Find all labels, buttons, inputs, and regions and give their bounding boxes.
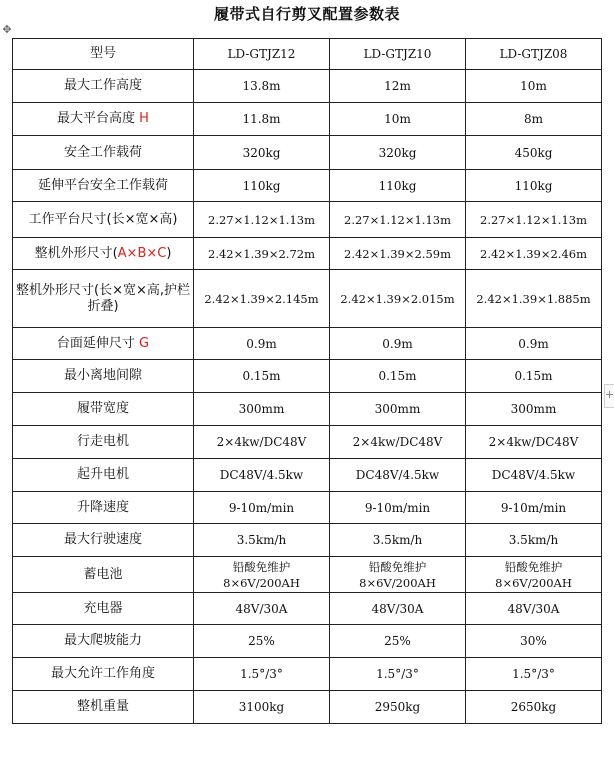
table-row: [13, 103, 602, 136]
table-row: [13, 625, 602, 658]
parameter-label: 最大平台高度: [57, 111, 140, 126]
parameter-label-tail: ): [166, 245, 172, 261]
parameter-label: 最大爬坡能力: [63, 633, 142, 648]
parameter-label-cell: [13, 492, 194, 524]
dimension-code-mark: A×B×C: [117, 245, 167, 261]
plus-icon[interactable]: +: [604, 384, 614, 408]
parameter-value-cell: 0.15m: [466, 360, 602, 393]
parameter-label: 最大行驶速度: [63, 532, 142, 547]
model-header-cell: LD-GTJZ08: [466, 39, 602, 70]
parameter-value-cell: 0.15m: [194, 360, 330, 393]
parameter-value-cell: 8m: [466, 103, 602, 136]
parameter-value-cell: 铅酸免维护 8×6V/200AH: [330, 557, 466, 593]
dimension-code-mark: G: [139, 335, 150, 351]
parameter-value-cell: 0.9m: [194, 328, 330, 360]
parameter-value-cell: 1.5°/3°: [330, 658, 466, 691]
dimension-code-mark: H: [139, 111, 149, 126]
table-row: [13, 691, 602, 724]
parameter-label: 履带宽度: [76, 401, 129, 416]
parameter-value-cell: 12m: [330, 70, 466, 103]
parameter-value-cell: 2×4kw/DC48V: [330, 426, 466, 459]
parameter-value-cell: 2.42×1.39×2.72m: [194, 238, 330, 270]
parameter-label-cell: [13, 524, 194, 557]
parameter-value-cell: 铅酸免维护 8×6V/200AH: [194, 557, 330, 593]
parameter-label-cell: [13, 393, 194, 426]
parameter-value-cell: 48V/30A: [330, 593, 466, 625]
parameter-label: 蓄电池: [83, 566, 123, 582]
model-header-cell: LD-GTJZ12: [194, 39, 330, 70]
parameter-value-cell: DC48V/4.5kw: [330, 459, 466, 492]
parameter-table: [12, 38, 602, 724]
parameter-label: 最小离地间隙: [63, 368, 142, 383]
parameter-value-cell: 9-10m/min: [330, 492, 466, 524]
parameter-value-cell: 3.5km/h: [466, 524, 602, 557]
table-row: [13, 202, 602, 238]
parameter-value-cell: 25%: [330, 625, 466, 658]
parameter-label-cell: [13, 136, 194, 170]
parameter-label-cell: [13, 360, 194, 393]
parameter-value-cell: 320kg: [330, 136, 466, 170]
parameter-value-cell: 2×4kw/DC48V: [194, 426, 330, 459]
parameter-value-cell: 25%: [194, 625, 330, 658]
table-row: [13, 328, 602, 360]
parameter-value-cell: 300mm: [194, 393, 330, 426]
parameter-value-cell: 2650kg: [466, 691, 602, 724]
parameter-value-cell: 2.27×1.12×1.13m: [194, 202, 330, 238]
parameter-value-cell: 30%: [466, 625, 602, 658]
parameter-value-cell: 2.42×1.39×2.145m: [194, 270, 330, 328]
parameter-value-cell: 0.15m: [330, 360, 466, 393]
parameter-label-cell: [13, 593, 194, 625]
parameter-label: 整机外形尺寸(: [34, 245, 118, 261]
parameter-label-cell: [13, 103, 194, 136]
parameter-label: 充电器: [83, 600, 123, 616]
table-row: [13, 658, 602, 691]
table-row: [13, 426, 602, 459]
parameter-value-cell: 3.5km/h: [330, 524, 466, 557]
parameter-label-cell: [13, 625, 194, 658]
table-row: [13, 70, 602, 103]
model-header-cell: LD-GTJZ10: [330, 39, 466, 70]
parameter-label: 延伸平台安全工作载荷: [37, 177, 168, 193]
table-row: [13, 360, 602, 393]
parameter-label-cell: [13, 238, 194, 270]
parameter-value-cell: 2×4kw/DC48V: [466, 426, 602, 459]
parameter-label: 工作平台尺寸(长×宽×高): [28, 211, 178, 227]
parameter-value-cell: 450kg: [466, 136, 602, 170]
parameter-label-cell: [13, 459, 194, 492]
parameter-label-cell: [13, 70, 194, 103]
move-cross-icon[interactable]: ✥: [2, 23, 12, 36]
parameter-value-cell: 2.42×1.39×2.59m: [330, 238, 466, 270]
parameter-value-cell: 铅酸免维护 8×6V/200AH: [466, 557, 602, 593]
parameter-label: 安全工作载荷: [63, 144, 142, 160]
parameter-label-cell: [13, 691, 194, 724]
parameter-label-cell: [13, 328, 194, 360]
parameter-label: 升降速度: [76, 499, 129, 515]
parameter-value-cell: 110kg: [194, 170, 330, 202]
parameter-value-cell: 2.27×1.12×1.13m: [466, 202, 602, 238]
parameter-label-cell: [13, 426, 194, 459]
parameter-value-cell: 9-10m/min: [194, 492, 330, 524]
parameter-value-cell: 1.5°/3°: [466, 658, 602, 691]
parameter-value-cell: 48V/30A: [194, 593, 330, 625]
parameter-value-cell: 9-10m/min: [466, 492, 602, 524]
parameter-value-cell: 2.42×1.39×1.885m: [466, 270, 602, 328]
parameter-value-cell: 0.9m: [330, 328, 466, 360]
table-row: [13, 393, 602, 426]
parameter-value-cell: 11.8m: [194, 103, 330, 136]
parameter-value-cell: 320kg: [194, 136, 330, 170]
table-header-row: [13, 39, 602, 70]
table-row: [13, 270, 602, 328]
parameter-value-cell: 300mm: [330, 393, 466, 426]
parameter-value-cell: DC48V/4.5kw: [194, 459, 330, 492]
parameter-value-cell: 0.9m: [466, 328, 602, 360]
parameter-value-cell: 1.5°/3°: [194, 658, 330, 691]
parameter-label: 台面延伸尺寸: [56, 335, 140, 351]
page-title: 履带式自行剪叉配置参数表: [213, 5, 400, 23]
parameter-value-cell: 2950kg: [330, 691, 466, 724]
table-row: [13, 170, 602, 202]
table-row: [13, 459, 602, 492]
parameter-label-cell: [13, 557, 194, 593]
parameter-label-cell: [13, 170, 194, 202]
parameter-label-cell: [13, 202, 194, 238]
parameter-value-cell: 110kg: [466, 170, 602, 202]
parameter-value-cell: 3100kg: [194, 691, 330, 724]
table-row: [13, 593, 602, 625]
parameter-value-cell: 110kg: [330, 170, 466, 202]
parameter-value-cell: 2.42×1.39×2.015m: [330, 270, 466, 328]
parameter-value-cell: DC48V/4.5kw: [466, 459, 602, 492]
parameter-value-cell: 300mm: [466, 393, 602, 426]
parameter-label: 整机重量: [76, 699, 129, 714]
parameter-label-cell: [13, 270, 194, 328]
parameter-value-cell: 3.5km/h: [194, 524, 330, 557]
parameter-label: 最大允许工作角度: [50, 666, 155, 681]
parameter-label: 行走电机: [76, 434, 129, 449]
parameter-value-cell: 13.8m: [194, 70, 330, 103]
table-row: [13, 492, 602, 524]
parameter-label: 整机外形尺寸(长×宽×高,护栏折叠): [16, 282, 190, 314]
parameter-label: 起升电机: [76, 467, 129, 482]
table-row: [13, 238, 602, 270]
parameter-value-cell: 10m: [330, 103, 466, 136]
table-row: [13, 557, 602, 593]
table-row: [13, 524, 602, 557]
parameter-value-cell: 2.27×1.12×1.13m: [330, 202, 466, 238]
table-row: [13, 136, 602, 170]
parameter-value-cell: 48V/30A: [466, 593, 602, 625]
parameter-value-cell: 10m: [466, 70, 602, 103]
parameter-value-cell: 2.42×1.39×2.46m: [466, 238, 602, 270]
parameter-label: 最大工作高度: [63, 78, 142, 93]
parameter-label-cell: [13, 658, 194, 691]
header-label-cell: 型号: [13, 39, 194, 70]
